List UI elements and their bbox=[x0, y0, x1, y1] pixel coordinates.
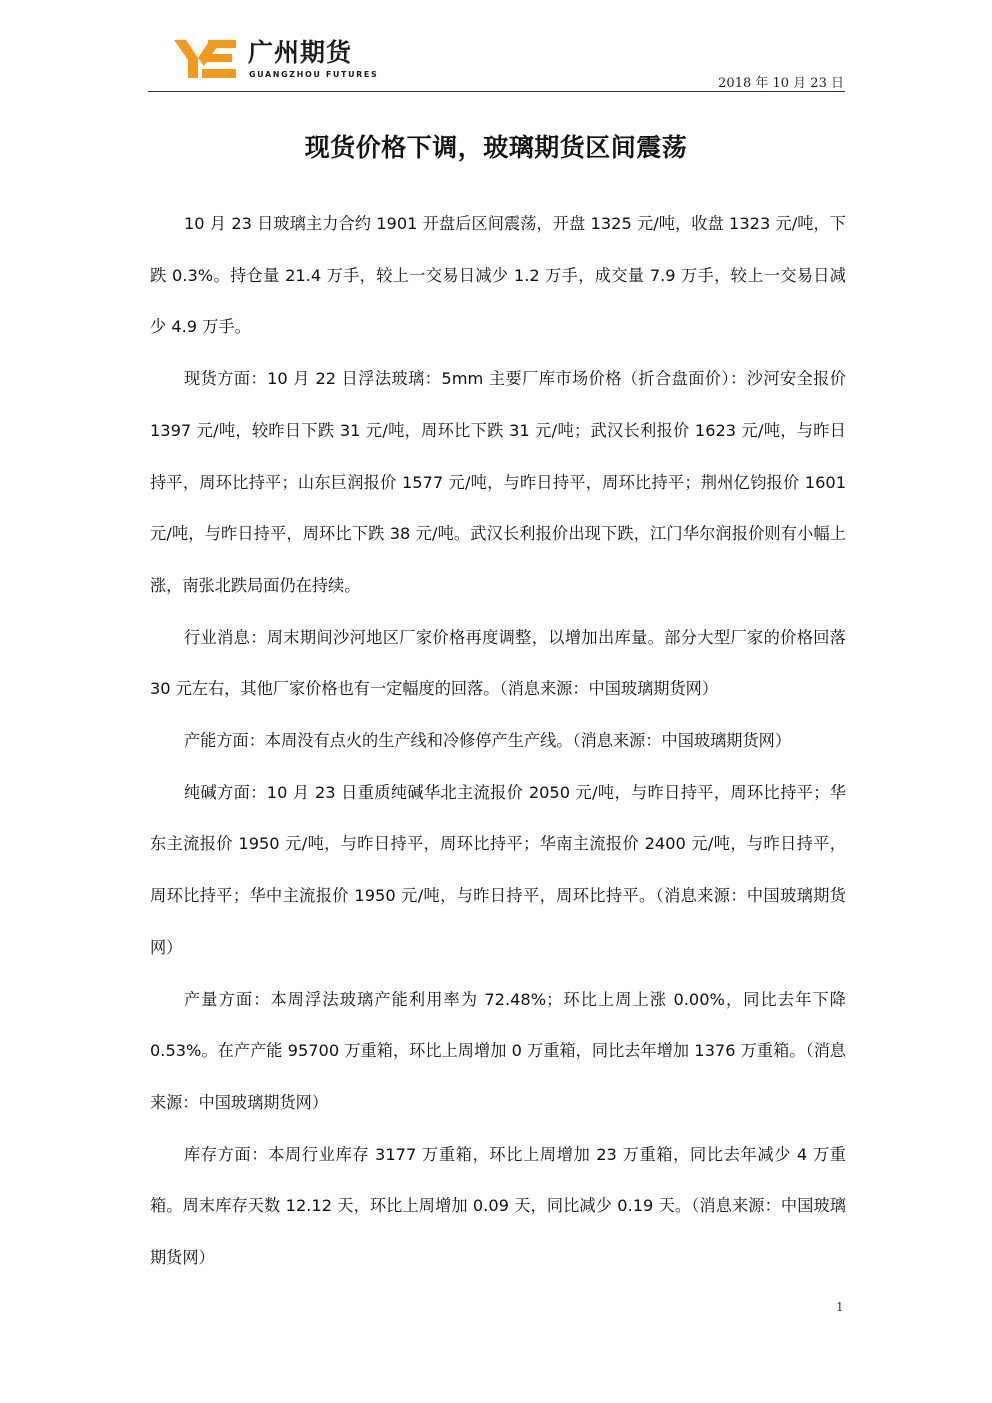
report-date: 2018 年 10 月 23 日 bbox=[718, 76, 844, 91]
logo-english-name: GUANGZHOU FUTURES bbox=[249, 70, 379, 79]
company-logo bbox=[174, 38, 379, 86]
document-title: 现货价格下调，玻璃期货区间震荡 bbox=[304, 133, 688, 162]
paragraph-spot-prices: 现货方面：10 月 22 日浮法玻璃：5mm 主要厂库市场价格（折合盘面价）：沙河安全报价 1397 元/吨，较昨日下跌 31 元/吨，周环比下跌 31 元/吨；武汉长利报价 1623 元/吨，与昨日持平，周环比持平；山东巨润报价 1577 元/吨，与昨日持平，周环比持平；荆州亿钧报价 1601 元/吨，与昨日持平，周环比下跌 38 元/吨。武汉长利报价出现下跌，江门华尔润报价则有小幅上涨，南张北跌局面仍在持续。 bbox=[150, 369, 846, 595]
header-divider bbox=[148, 91, 845, 92]
guangzhou-futures-logo-icon bbox=[174, 38, 238, 80]
paragraph-market-summary: 10 月 23 日玻璃主力合约 1901 开盘后区间震荡，开盘 1325 元/吨，收盘 1323 元/吨，下跌 0.3%。持仓量 21.4 万手，较上一交易日减少 1.2 万手，成交量 7.9 万手，较上一交易日减少 4.9 万手。 bbox=[150, 214, 846, 337]
paragraph-industry-news: 行业消息：周末期间沙河地区厂家价格再度调整，以增加出库量。部分大型厂家的价格回落 30 元左右，其他厂家价格也有一定幅度的回落。（消息来源：中国玻璃期货网） bbox=[150, 627, 846, 699]
page-number: 1 bbox=[836, 1300, 844, 1314]
paragraph-capacity: 产能方面：本周没有点火的生产线和冷修停产生产线。（消息来源：中国玻璃期货网） bbox=[184, 731, 792, 751]
logo-chinese-name: 广州期货 bbox=[248, 38, 353, 67]
document-body bbox=[150, 198, 846, 1284]
paragraph-soda-ash: 纯碱方面：10 月 23 日重质纯碱华北主流报价 2050 元/吨，与昨日持平，周环比持平；华东主流报价 1950 元/吨，与昨日持平，周环比持平；华南主流报价 2400 元/吨，与昨日持平，周环比持平；华中主流报价 1950 元/吨，与昨日持平，周环比持平。（消息来源：中国玻璃期货网） bbox=[150, 782, 846, 957]
paragraph-inventory: 库存方面：本周行业库存 3177 万重箱，环比上周增加 23 万重箱，同比去年减少 4 万重箱。周末库存天数 12.12 天，环比上周增加 0.09 天，同比减少 0.19 天。（消息来源：中国玻璃期货网） bbox=[150, 1144, 846, 1268]
paragraph-production: 产量方面：本周浮法玻璃产能利用率为 72.48%；环比上周上涨 0.00%，同比去年下降 0.53%。在产产能 95700 万重箱，环比上周增加 0 万重箱，同比去年增加 1376 万重箱。（消息来源：中国玻璃期货网） bbox=[150, 989, 846, 1112]
